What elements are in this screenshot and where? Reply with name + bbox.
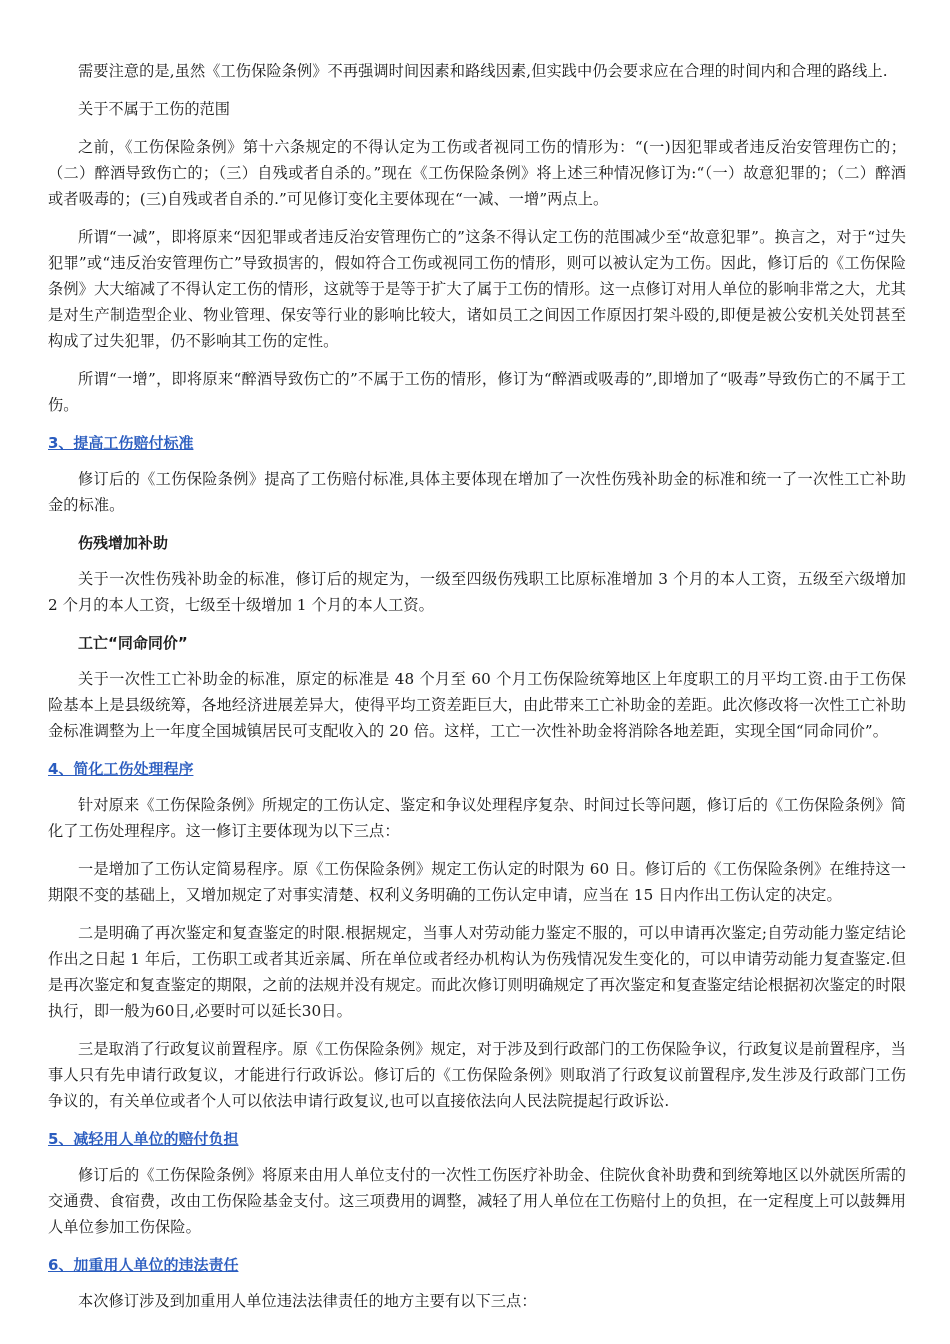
subheading-disability-subsidy: 伤残增加补助 <box>78 534 169 552</box>
paragraph-one-reduction: 所谓“一减”，即将原来“因犯罪或者违反治安管理伤亡的”这条不得认定工伤的范围减少至“故意犯罪”。换言之，对于“过失犯罪”或“违反治安管理伤亡”导致损害的，假如符合工伤或视同工伤的情形，则可以被认定为工伤。因此，修订后的《工伤保险条例》大大缩减了不得认定工伤的情形，这就等于是等于扩大了属于工伤的情形。这一点修订对用人单位的影响非常之大，尤其是对生产制造型企业、物业管理、保安等行业的影响比较大，诸如员工之间因工作原因打架斗殴的,即便是被公安机关处罚甚至构成了过失犯罪，仍不影响其工伤的定性。 <box>48 228 906 350</box>
document-page <box>48 58 906 1326</box>
paragraph-article-16: 之前，《工伤保险条例》第十六条规定的不得认定为工伤或者视同工伤的情形为：“(一)因犯罪或者违反治安管理伤亡的；（二）醉酒导致伤亡的；（三）自残或者自杀的。”现在《工伤保险条例》将上述三种情况修订为:“（一）故意犯罪的；（二）醉酒或者吸毒的；(三)自残或者自杀的.”可见修订变化主要体现在“一减、一增”两点上。 <box>48 138 906 208</box>
subtopic-not-work-injury-scope: 关于不属于工伤的范围 <box>78 100 230 118</box>
section-heading-6[interactable]: 6、加重用人单位的违法责任 <box>48 1256 239 1274</box>
paragraph-compensation-standard: 修订后的《工伤保险条例》提高了工伤赔付标准,具体主要体现在增加了一次性伤残补助金的标准和统一了一次性工亡补助金的标准。 <box>48 470 906 514</box>
section-heading-3[interactable]: 3、提高工伤赔付标准 <box>48 434 194 452</box>
paragraph-disability-subsidy: 关于一次性伤残补助金的标准，修订后的规定为，一级至四级伤残职工比原标准增加 3 个月的本人工资，五级至六级增加 2 个月的本人工资，七级至十级增加 1 个月的本人工资。 <box>48 570 906 614</box>
paragraph-reduce-burden: 修订后的《工伤保险条例》将原来由用人单位支付的一次性工伤医疗补助金、住院伙食补助费和到统筹地区以外就医所需的交通费、食宿费，改由工伤保险基金支付。这三项费用的调整，减轻了用人单位在工伤赔付上的负担，在一定程度上可以鼓舞用人单位参加工伤保险。 <box>48 1166 906 1236</box>
section-heading-5[interactable]: 5、减轻用人单位的赔付负担 <box>48 1130 239 1148</box>
paragraph-one-addition: 所谓“一增”，即将原来“醉酒导致伤亡的”不属于工伤的情形，修订为“醉酒或吸毒的”,即增加了“吸毒”导致伤亡的不属于工伤。 <box>48 370 906 414</box>
paragraph-death-subsidy: 关于一次性工亡补助金的标准，原定的标准是 48 个月至 60 个月工伤保险统筹地区上年度职工的月平均工资.由于工伤保险基本上是县级统筹，各地经济进展差异大，使得平均工资差距巨大，由此带来工亡补助金的差距。此次修改将一次性工亡补助金标准调整为上一年度全国城镇居民可支配收入的 20 倍。这样，工亡一次性补助金将消除各地差距，实现全国“同命同价”。 <box>48 670 906 740</box>
paragraph-increase-liability: 本次修订涉及到加重用人单位违法法律责任的地方主要有以下三点： <box>78 1292 537 1310</box>
paragraph-time-route-note: 需要注意的是,虽然《工伤保险条例》不再强调时间因素和路线因素,但实践中仍会要求应在合理的时间内和合理的路线上. <box>78 62 888 80</box>
subheading-same-life-same-price: 工亡“同命同价” <box>78 634 188 652</box>
paragraph-simplify-procedure: 针对原来《工伤保险条例》所规定的工伤认定、鉴定和争议处理程序复杂、时间过长等问题，修订后的《工伤保险条例》简化了工伤处理程序。这一修订主要体现为以下三点： <box>48 796 906 840</box>
section-heading-4[interactable]: 4、简化工伤处理程序 <box>48 760 194 778</box>
paragraph-point-three: 三是取消了行政复议前置程序。原《工伤保险条例》规定，对于涉及到行政部门的工伤保险争议，行政复议是前置程序，当事人只有先申请行政复议，才能进行行政诉讼。修订后的《工伤保险条例》则取消了行政复议前置程序,发生涉及行政部门工伤争议的，有关单位或者个人可以依法申请行政复议,也可以直接依法向人民法院提起行政诉讼. <box>48 1040 906 1110</box>
paragraph-point-one: 一是增加了工伤认定简易程序。原《工伤保险条例》规定工伤认定的时限为 60 日。修订后的《工伤保险条例》在维持这一期限不变的基础上，又增加规定了对事实清楚、权利义务明确的工伤认定申请，应当在 15 日内作出工伤认定的决定。 <box>48 860 906 904</box>
paragraph-point-two: 二是明确了再次鉴定和复查鉴定的时限.根据规定，当事人对劳动能力鉴定不服的，可以申请再次鉴定;自劳动能力鉴定结论作出之日起 1 年后，工伤职工或者其近亲属、所在单位或者经办机构认为伤残情况发生变化的，可以申请劳动能力复查鉴定.但是再次鉴定和复查鉴定的期限，之前的法规并没有规定。而此次修订则明确规定了再次鉴定和复查鉴定结论根据初次鉴定的时限执行，即一般为60日,必要时可以延长30日。 <box>48 924 906 1020</box>
